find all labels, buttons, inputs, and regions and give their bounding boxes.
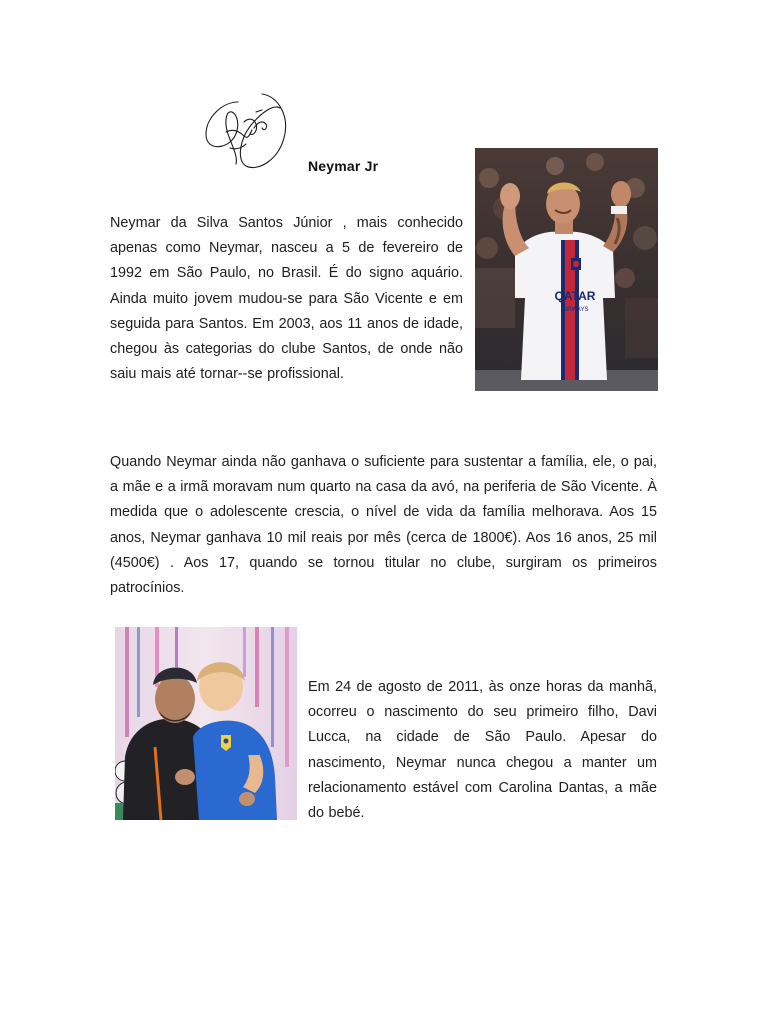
player-celebrating-photo bbox=[475, 148, 658, 391]
svg-text:AIRWAYS: AIRWAYS bbox=[561, 307, 589, 313]
paragraph-son: Em 24 de agosto de 2011, às onze horas da manhã, ocorreu o nascimento do seu primeiro filho, Davi Lucca, na cidade de São Paulo. Apesar do nascimento, Neymar nunca chegou a manter um relacionamento estável com Carolina Dantas, a mãe do bebé. bbox=[308, 679, 657, 822]
signature-image bbox=[200, 88, 292, 174]
shirt-sponsor-text: QATAR bbox=[554, 289, 596, 303]
paragraph-intro: Neymar da Silva Santos Júnior , mais conhecido apenas como Neymar, nasceu a 5 de fevereiro de 1992 em São Paulo, no Brasil. É do signo aquário. Ainda muito jovem mudou-se para São Vicente e em seguida para Santos. Em 2003, aos 11 anos de idade, chegou às categorias do clube Santos, de onde não saiu mais até tornar--se profissional. bbox=[110, 215, 463, 383]
father-and-son-photo bbox=[115, 627, 297, 820]
paragraph-childhood: Quando Neymar ainda não ganhava o suficiente para sustentar a família, ele, o pai, a mãe e a irmã moravam num quarto na casa da avó, na periferia de São Vicente. À medida que o adolescente crescia, o nível de vida da família melhorava. Aos 15 anos, Neymar ganhava 10 mil reais por mês (cerca de 1800€). Aos 16 anos, 25 mil (4500€) . Aos 17, quando se tornou titular no clube, surgiram os primeiros patrocínios. bbox=[110, 454, 657, 597]
page-title: Neymar Jr bbox=[308, 158, 379, 174]
